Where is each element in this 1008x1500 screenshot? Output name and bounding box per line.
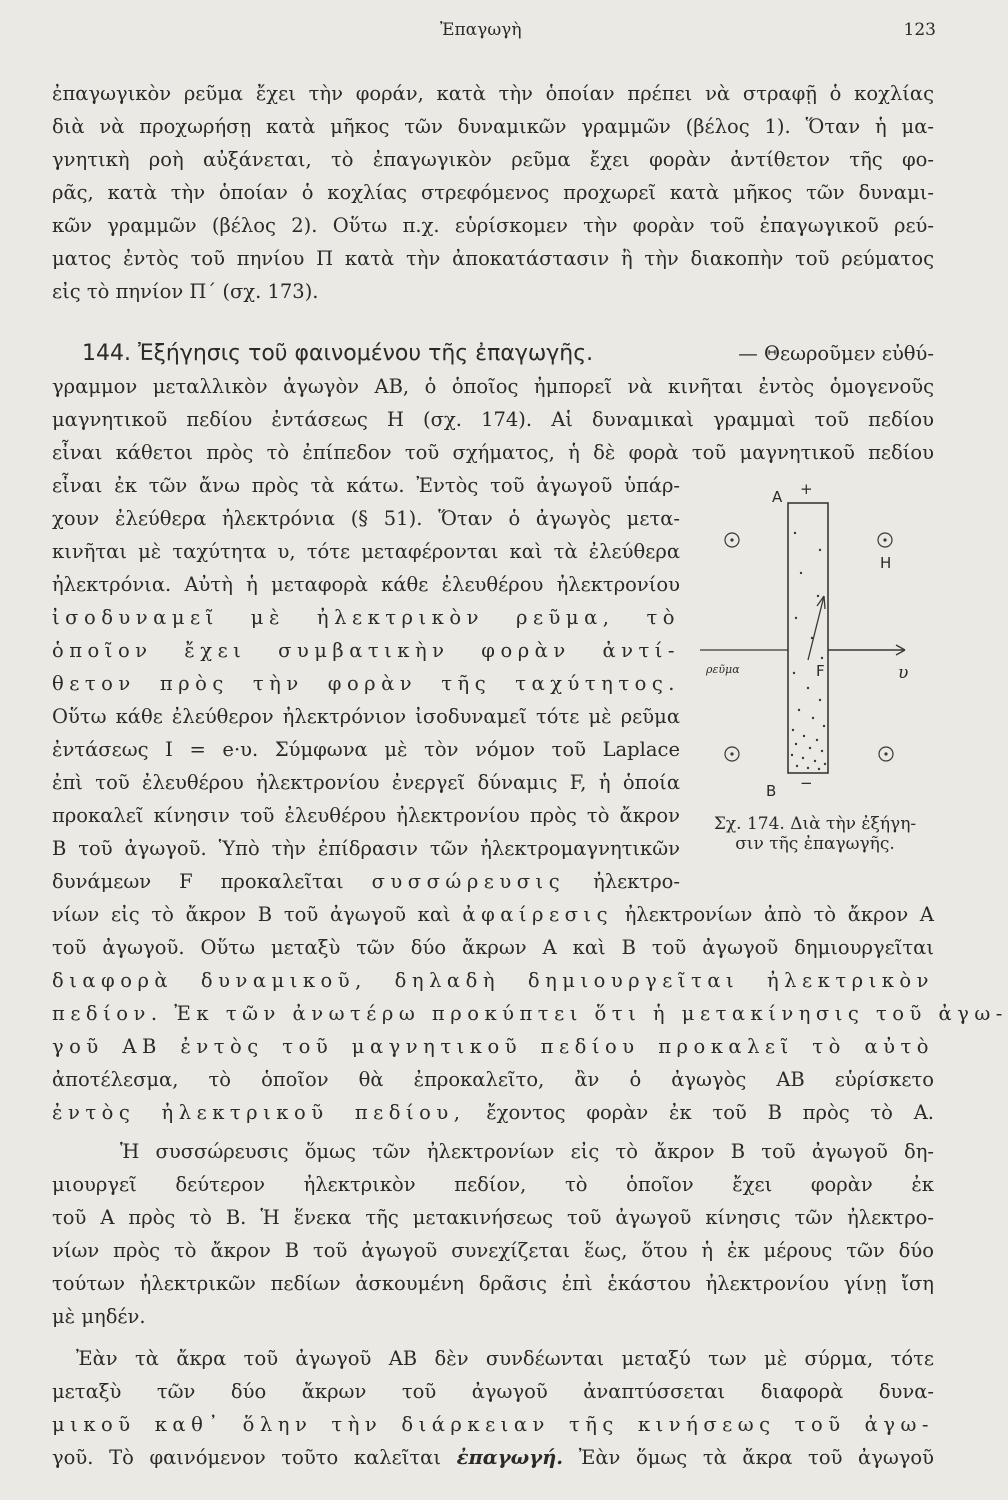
label-F: F: [816, 662, 825, 680]
text-line: [52, 901, 934, 929]
text-line: Ἐὰν τὰ ἄκρα τοῦ ἀγωγοῦ ΑΒ δὲν συνδέωνται μεταξύ των μὲ σύρμα, τότε: [76, 1347, 934, 1370]
text-line: Οὕτω κάθε ἐλεύθερον ἠλεκτρόνιον ἰσοδυναμεῖ τότε μὲ ρεῦμα: [52, 705, 680, 728]
text-line: μὲ μηδέν.: [52, 1305, 146, 1328]
text-line: Ἡ συσσώρευσις ὅμως τῶν ἠλεκτρονίων εἰς τὸ ἄκρον Β τοῦ ἀγωγοῦ δη-: [120, 1140, 934, 1163]
text-fragment: — Θεωροῦμεν εὐθύ-: [738, 342, 934, 365]
text-fragment: νίων εἰς τὸ ἄκρον Β τοῦ ἀγωγοῦ καὶ: [52, 903, 451, 926]
text-line: ρᾶς, κατὰ τὴν ὁποίαν ὁ κοχλίας στρεφόμενος προχωρεῖ κατὰ μῆκος τῶν δυναμι-: [52, 181, 934, 204]
text-line: χουν ἐλεύθερα ἠλεκτρόνια (§ 51). Ὅταν ὁ ἀγωγὸς μετα-: [52, 507, 680, 530]
text-line: ματος ἐντὸς τοῦ πηνίου Π κατὰ τὴν ἀποκατάστασιν ἢ τὴν διακοπὴν τοῦ ρεύματος: [52, 247, 934, 270]
text-line: [52, 1099, 934, 1127]
text-line: εἶναι κάθετοι πρὸς τὸ ἐπίπεδον τοῦ σχήματος, ἡ δὲ φορὰ τοῦ μαγνητικοῦ πεδίου: [52, 441, 934, 464]
emphasis-spaced: ἐντὸς ἠλεκτρικοῦ πεδίου,: [52, 1101, 466, 1124]
text-fragment: γοῦ. Τὸ φαινόμενον τοῦτο καλεῖται: [52, 1446, 441, 1469]
caption-line: Σχ. 174. Διὰ τὴν ἐξήγη-: [713, 814, 917, 834]
text-line: κῶν γραμμῶν (βέλος 2). Οὕτω π.χ. εὑρίσκομεν τὴν φορὰν τοῦ ἐπαγωγικοῦ ρεύ-: [52, 214, 934, 237]
text-line: ἐπαγωγικὸν ρεῦμα ἔχει τὴν φοράν, κατὰ τὴν ὁποίαν πρέπει νὰ στραφῇ ὁ κοχλίας: [52, 82, 934, 105]
emphasis-spaced: ἀφαίρεσις: [462, 903, 613, 926]
section-heading: [82, 340, 593, 368]
minus-sign: −: [800, 774, 813, 792]
text-fragment: Ἐὰν ὅμως τὰ ἄκρα τοῦ ἀγωγοῦ: [578, 1446, 935, 1469]
text-line: μαγνητικοῦ πεδίου ἐντάσεως Η (σχ. 174). Αἱ δυναμικαὶ γραμμαὶ τοῦ πεδίου: [52, 408, 934, 431]
text-line: νίων πρὸς τὸ ἄκρον Β τοῦ ἀγωγοῦ συνεχίζεται ἕως, ὅτου ἡ ἐκ μέρους τῶν δύο: [52, 1239, 934, 1262]
text-line: μεταξὺ τῶν δύο ἄκρων τοῦ ἀγωγοῦ ἀναπτύσσεται διαφορὰ δυνα-: [52, 1380, 934, 1403]
text-line: διὰ νὰ προχωρήσῃ κατὰ μῆκος τῶν δυναμικῶν γραμμῶν (βέλος 1). Ὅταν ἡ μα-: [52, 115, 934, 138]
text-line: εἶναι ἐκ τῶν ἄνω πρὸς τὰ κάτω. Ἐντὸς τοῦ ἀγωγοῦ ὑπάρ-: [52, 474, 680, 497]
text-line: γνητικὴ ροὴ αὐξάνεται, τὸ ἐπαγωγικὸν ρεῦμα ἔχει φορὰν ἀντίθετον τῆς φο-: [52, 148, 934, 171]
page-number: 123: [903, 20, 936, 40]
text-line: γραμμον μεταλλικὸν ἀγωγὸν ΑΒ, ὁ ὁποῖος ἠμπορεῖ νὰ κινῆται ἐντὸς ὁμογενοῦς: [52, 375, 934, 398]
text-line: ἠλεκτρόνια. Αὐτὴ ἡ μεταφορὰ κάθε ἐλευθέρου ἠλεκτρονίου: [52, 573, 680, 596]
figure-caption: [690, 814, 940, 854]
plus-sign: +: [800, 480, 813, 498]
text-line: τοῦ Α πρὸς τὸ Β. Ἡ ἕνεκα τῆς μετακινήσεως τοῦ ἀγωγοῦ κίνησις τῶν ἠλεκτρο-: [52, 1206, 934, 1229]
text-line: γοῦ ΑΒ ἐντὸς τοῦ μαγνητικοῦ πεδίου προκαλεῖ τὸ αὐτὸ: [52, 1035, 934, 1058]
text-line: [52, 868, 680, 896]
text-line: τοῦ ἀγωγοῦ. Οὕτω μεταξὺ τῶν δύο ἄκρων Α καὶ Β τοῦ ἀγωγοῦ δημιουργεῖται: [52, 936, 934, 959]
text-fragment: ἔχοντος φορὰν ἐκ τοῦ Β πρὸς τὸ Α.: [486, 1101, 934, 1124]
text-line: ἀποτέλεσμα, τὸ ὁποῖον θὰ ἐπροκαλεῖτο, ἂν ὁ ἀγωγὸς ΑΒ εὑρίσκετο: [52, 1068, 934, 1091]
text-line: μικοῦ καθ᾽ ὅλην τὴν διάρκειαν τῆς κινήσεως τοῦ ἀγω-: [52, 1413, 934, 1436]
text-line: [52, 1444, 934, 1472]
term-epagogi: ἐπαγωγή.: [456, 1446, 564, 1469]
running-header: Ἐπαγωγὴ: [440, 20, 522, 40]
text-line: εἰς τὸ πηνίον Π΄ (σχ. 173).: [52, 280, 319, 303]
text-fragment: δυνάμεων F προκαλεῖται: [52, 870, 344, 893]
emphasis-spaced: συσσώρευσις: [371, 870, 566, 893]
section-number: 144.: [82, 341, 131, 366]
text-line: κινῆται μὲ ταχύτητα υ, τότε μεταφέρονται καὶ τὰ ἐλεύθερα: [52, 540, 680, 563]
text-line: διαφορὰ δυναμικοῦ, δηλαδὴ δημιουργεῖται ἠλεκτρικὸν: [52, 969, 934, 992]
label-H: Η: [880, 554, 892, 572]
text-line: ἰσοδυναμεῖ μὲ ἠλεκτρικὸν ρεῦμα, τὸ: [52, 606, 680, 629]
label-v: υ: [898, 663, 909, 683]
text-line: μιουργεῖ δεύτερον ἠλεκτρικὸν πεδίον, τὸ ὁποῖον ἔχει φορὰν ἐκ: [52, 1173, 934, 1196]
text-line: τούτων ἠλεκτρικῶν πεδίων ἀσκουμένη δρᾶσις ἐπὶ ἑκάστου ἠλεκτρονίου γίνῃ ἴση: [52, 1272, 934, 1295]
text-line: ὁποῖον ἔχει συμβατικὴν φορὰν ἀντί-: [52, 639, 680, 662]
text-fragment: ἠλεκτρονίων ἀπὸ τὸ ἄκρον Α: [624, 903, 934, 926]
text-line: θετον πρὸς τὴν φορὰν τῆς ταχύτητος.: [52, 672, 680, 695]
text-line: ἐπὶ τοῦ ἐλευθέρου ἠλεκτρονίου ἐνεργεῖ δύναμις F, ἡ ὁποία: [52, 771, 680, 794]
label-B: Β: [766, 782, 777, 800]
conductor-rod: [788, 503, 828, 773]
electron-dots: [791, 532, 826, 770]
text-fragment: ἠλεκτρο-: [593, 870, 680, 893]
caption-line: σιν τῆς ἐπαγωγῆς.: [735, 834, 895, 854]
force-arrow: [808, 596, 824, 660]
text-line: Β τοῦ ἀγωγοῦ. Ὑπὸ τὴν ἐπίδρασιν τῶν ἠλεκτρομαγνητικῶν: [52, 837, 680, 860]
section-title: Ἐξήγησις τοῦ φαινομένου τῆς ἐπαγωγῆς.: [137, 341, 594, 366]
figure-174: [700, 478, 920, 800]
text-line: ἐντάσεως Ι = e·υ. Σύμφωνα μὲ τὸν νόμον τοῦ Laplace: [52, 738, 680, 761]
text-line: προκαλεῖ κίνησιν τοῦ ἐλευθέρου ἠλεκτρονίου πρὸς τὸ ἄκρον: [52, 804, 680, 827]
label-A: Α: [772, 488, 783, 506]
section-heading-line: [82, 340, 934, 368]
text-line: πεδίον. Ἐκ τῶν ἀνωτέρω προκύπτει ὅτι ἡ μετακίνησις τοῦ ἀγω-: [52, 1002, 1008, 1025]
label-current: ρεῦμα: [706, 663, 740, 676]
